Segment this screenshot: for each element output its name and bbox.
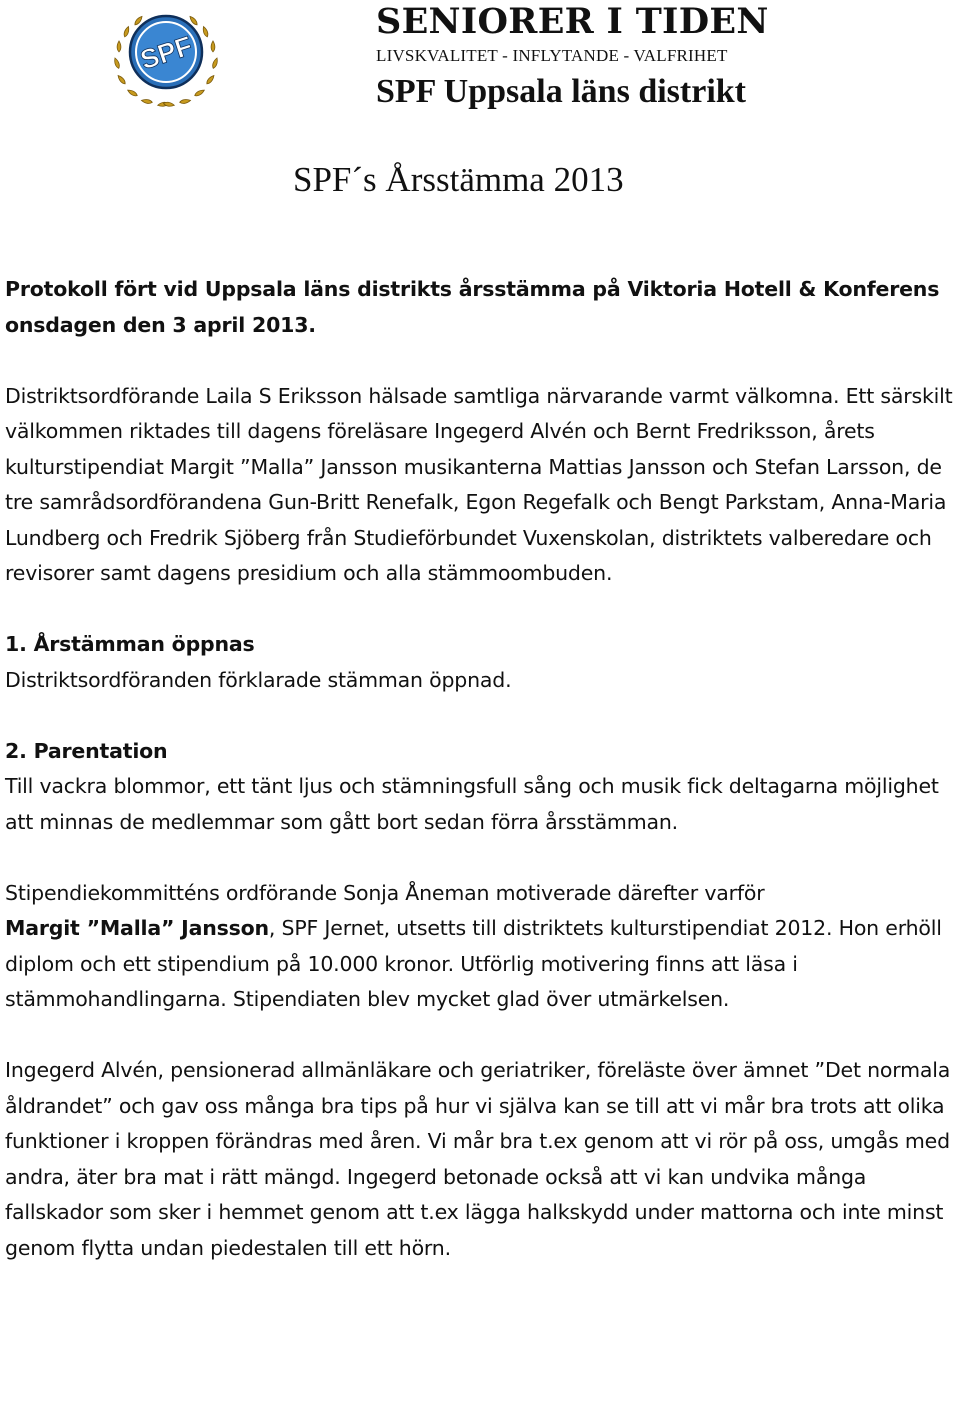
section-1-text: Distriktsordföranden förklarade stämman öppnad. [5, 667, 512, 692]
document-body [5, 272, 957, 1266]
org-tagline: LIVSKVALITET - INFLYTANDE - VALFRIHET [376, 46, 728, 65]
document-title: SPF´s Årsstämma 2013 [293, 160, 624, 199]
stipend-rest: , SPF Jernet, utsetts till distriktets kulturstipendiat 2012. Hon erhöll diplom och ett stipendium på 10.000 kronor. Utförlig motivering finns att läsa i stämmohandlingarna. Stipendiaten blev mycket glad över utmärkelsen. [5, 916, 942, 1011]
section-2-text: Till vackra blommor, ett tänt ljus och stämningsfull sång och musik fick deltagarna möjlighet att minnas de medlemmar som gått bort sedan förra årsstämman. [5, 774, 939, 834]
welcome-paragraph: Distriktsordförande Laila S Eriksson hälsade samtliga närvarande varmt välkomna. Ett särskilt välkommen riktades till dagens föreläsare Ingegerd Alvén och Bernt Fredriksson, årets kulturstipendiat Margit ”Malla” Jansson musikanterna Mattias Jansson och Stefan Larsson, de tre samrådsordförandena Gun-Britt Renefalk, Egon Regefalk och Bengt Parkstam, Anna-Maria Lundberg och Fredrik Sjöberg från Studieförbundet Vuxenskolan, distriktets valberedare och revisorer samt dagens presidium och alla stämmoombuden. [5, 383, 953, 585]
protocol-heading: Protokoll fört vid Uppsala läns distrikts årsstämma på Viktoria Hotell & Konferens onsdagen den 3 april 2013. [5, 277, 940, 337]
section-1-heading: 1. Årstämman öppnas [5, 632, 255, 656]
section-2-heading: 2. Parentation [5, 738, 168, 763]
spf-logo [103, 0, 229, 112]
stipend-paragraph [5, 876, 957, 1018]
org-title: SENIORER I TIDEN [376, 1, 769, 42]
logo-text: SPF [136, 30, 196, 76]
stipend-intro: Stipendiekommitténs ordförande Sonja Åneman motiverade därefter varför [5, 880, 765, 905]
org-district: SPF Uppsala läns distrikt [376, 73, 746, 110]
stipend-recipient: Margit ”Malla” Jansson [5, 916, 269, 940]
lecture-paragraph: Ingegerd Alvén, pensionerad allmänläkare och geriatriker, föreläste över ämnet ”Det normala åldrandet” och gav oss många bra tips på hur vi själva kan se till att vi mår bra trots att olika funktioner i kroppen förändras med åren. Vi mår bra t.ex genom att vi rör på oss, umgås med andra, äter bra mat i rätt mängd. Ingegerd betonade också att vi kan undvika många fallskador som sker i hemmet genom att t.ex lägga halkskydd under mattorna och inte minst genom flytta undan piedestalen till ett hörn. [5, 1058, 951, 1260]
